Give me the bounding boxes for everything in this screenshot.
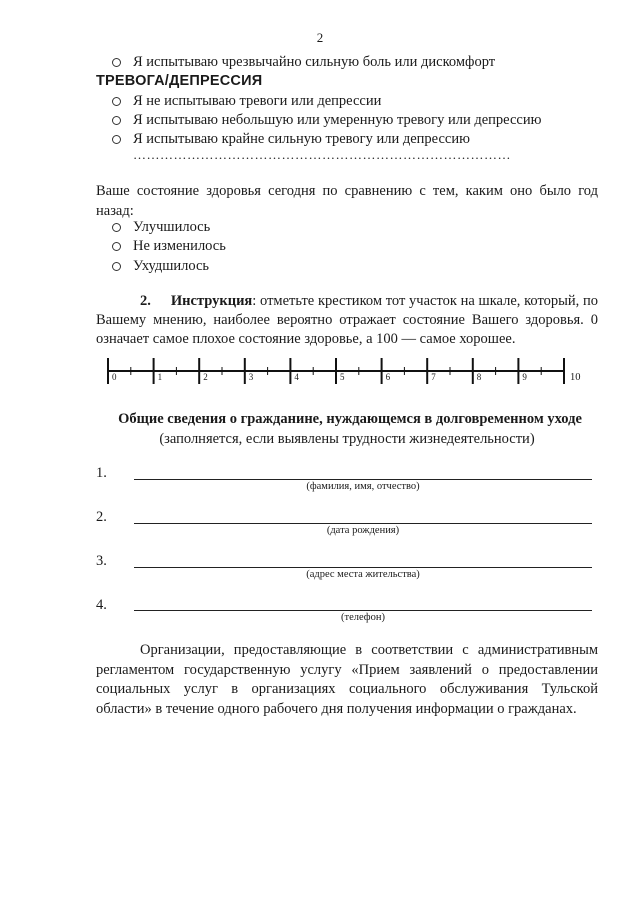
birth-date-line[interactable] [134, 523, 592, 524]
scale-label: 8 [476, 372, 482, 382]
radio-button[interactable] [112, 223, 121, 232]
radio-button[interactable] [112, 97, 121, 106]
birth-date-caption: (дата рождения) [326, 525, 400, 536]
instruction-number: 2. [140, 293, 151, 309]
comparison-option-worse[interactable] [112, 258, 209, 275]
field-number: 4. [96, 597, 107, 613]
comparison-option-unchanged[interactable] [112, 238, 226, 255]
instruction-paragraph [96, 292, 598, 349]
scale-label: 3 [248, 372, 254, 382]
citizen-info-heading: Общие сведения о гражданине, нуждающемся в долговременном уходе [118, 411, 582, 427]
radio-button[interactable] [112, 116, 121, 125]
option-label: Ухудшилось [133, 258, 210, 274]
option-label: Я испытываю крайне сильную тревогу или депрессию [133, 131, 470, 147]
scale-label: 7 [431, 372, 436, 382]
address-caption: (адрес места жительства) [306, 569, 420, 580]
scale-label: 4 [294, 372, 299, 382]
radio-button[interactable] [112, 135, 121, 144]
option-label: Я не испытываю тревоги или депрессии [133, 93, 382, 109]
phone-line[interactable] [134, 610, 592, 611]
scale-ticks [108, 358, 564, 384]
dotted-line[interactable]: ………………………………………………………………………… [133, 147, 511, 162]
comparison-option-improved[interactable] [112, 219, 210, 236]
field-number: 1. [96, 465, 107, 481]
scale-label: 1 [157, 372, 163, 382]
option-label: Я испытываю чрезвычайно сильную боль или дискомфорт [133, 54, 496, 70]
scale-label: 2 [203, 372, 208, 382]
full-name-caption: (фамилия, имя, отчество) [306, 481, 420, 492]
option-label: Не изменилось [133, 238, 226, 254]
radio-button[interactable] [112, 242, 121, 251]
anxiety-option-none[interactable] [112, 93, 381, 110]
scale-graphic[interactable] [96, 352, 596, 392]
option-label: Я испытываю небольшую или умеренную тревогу или депрессию [133, 112, 542, 128]
pain-option-extreme[interactable] [112, 54, 495, 71]
closing-paragraph: Организации, предоставляющие в соответствии с административным регламентом государственную услугу «Прием заявлений о предоставлении социальных услуг в организациях социального обслуживания Тульской области» в течение одного рабочего дня получения информации о гражданах. [96, 642, 598, 717]
anxiety-option-extreme[interactable] [112, 131, 470, 148]
anxiety-section-title: ТРЕВОГА/ДЕПРЕССИЯ [96, 73, 263, 89]
radio-button[interactable] [112, 262, 121, 271]
scale-label: 5 [340, 372, 345, 382]
scale-label: 0 [112, 372, 117, 382]
page-number: 2 [316, 30, 324, 45]
scale-label: 6 [385, 372, 391, 382]
anxiety-option-moderate[interactable] [112, 112, 541, 129]
health-scale[interactable] [96, 352, 596, 392]
instruction-text: : отметьте крестиком тот участок на шкале, который, по Вашему мнению, наиболее вероятно отражает состояние Вашего здоровья. 0 означает самое плохое состояние здоровье, а 100 — самое хорошее. [96, 293, 598, 347]
scale-label: 9 [522, 372, 527, 382]
full-name-line[interactable] [134, 479, 592, 480]
phone-caption: (телефон) [341, 612, 385, 623]
radio-button[interactable] [112, 58, 121, 67]
instruction-label: Инструкция [170, 293, 253, 309]
field-number: 3. [96, 553, 107, 569]
address-line[interactable] [134, 567, 592, 568]
field-number: 2. [96, 509, 107, 525]
comparison-question: Ваше состояние здоровья сегодня по сравнению с тем, каким оно было год назад: [96, 183, 598, 219]
option-label: Улучшилось [133, 219, 211, 235]
citizen-info-subheading: (заполняется, если выявлены трудности жизнедеятельности) [159, 431, 535, 447]
scale-label: 10 [570, 372, 581, 383]
